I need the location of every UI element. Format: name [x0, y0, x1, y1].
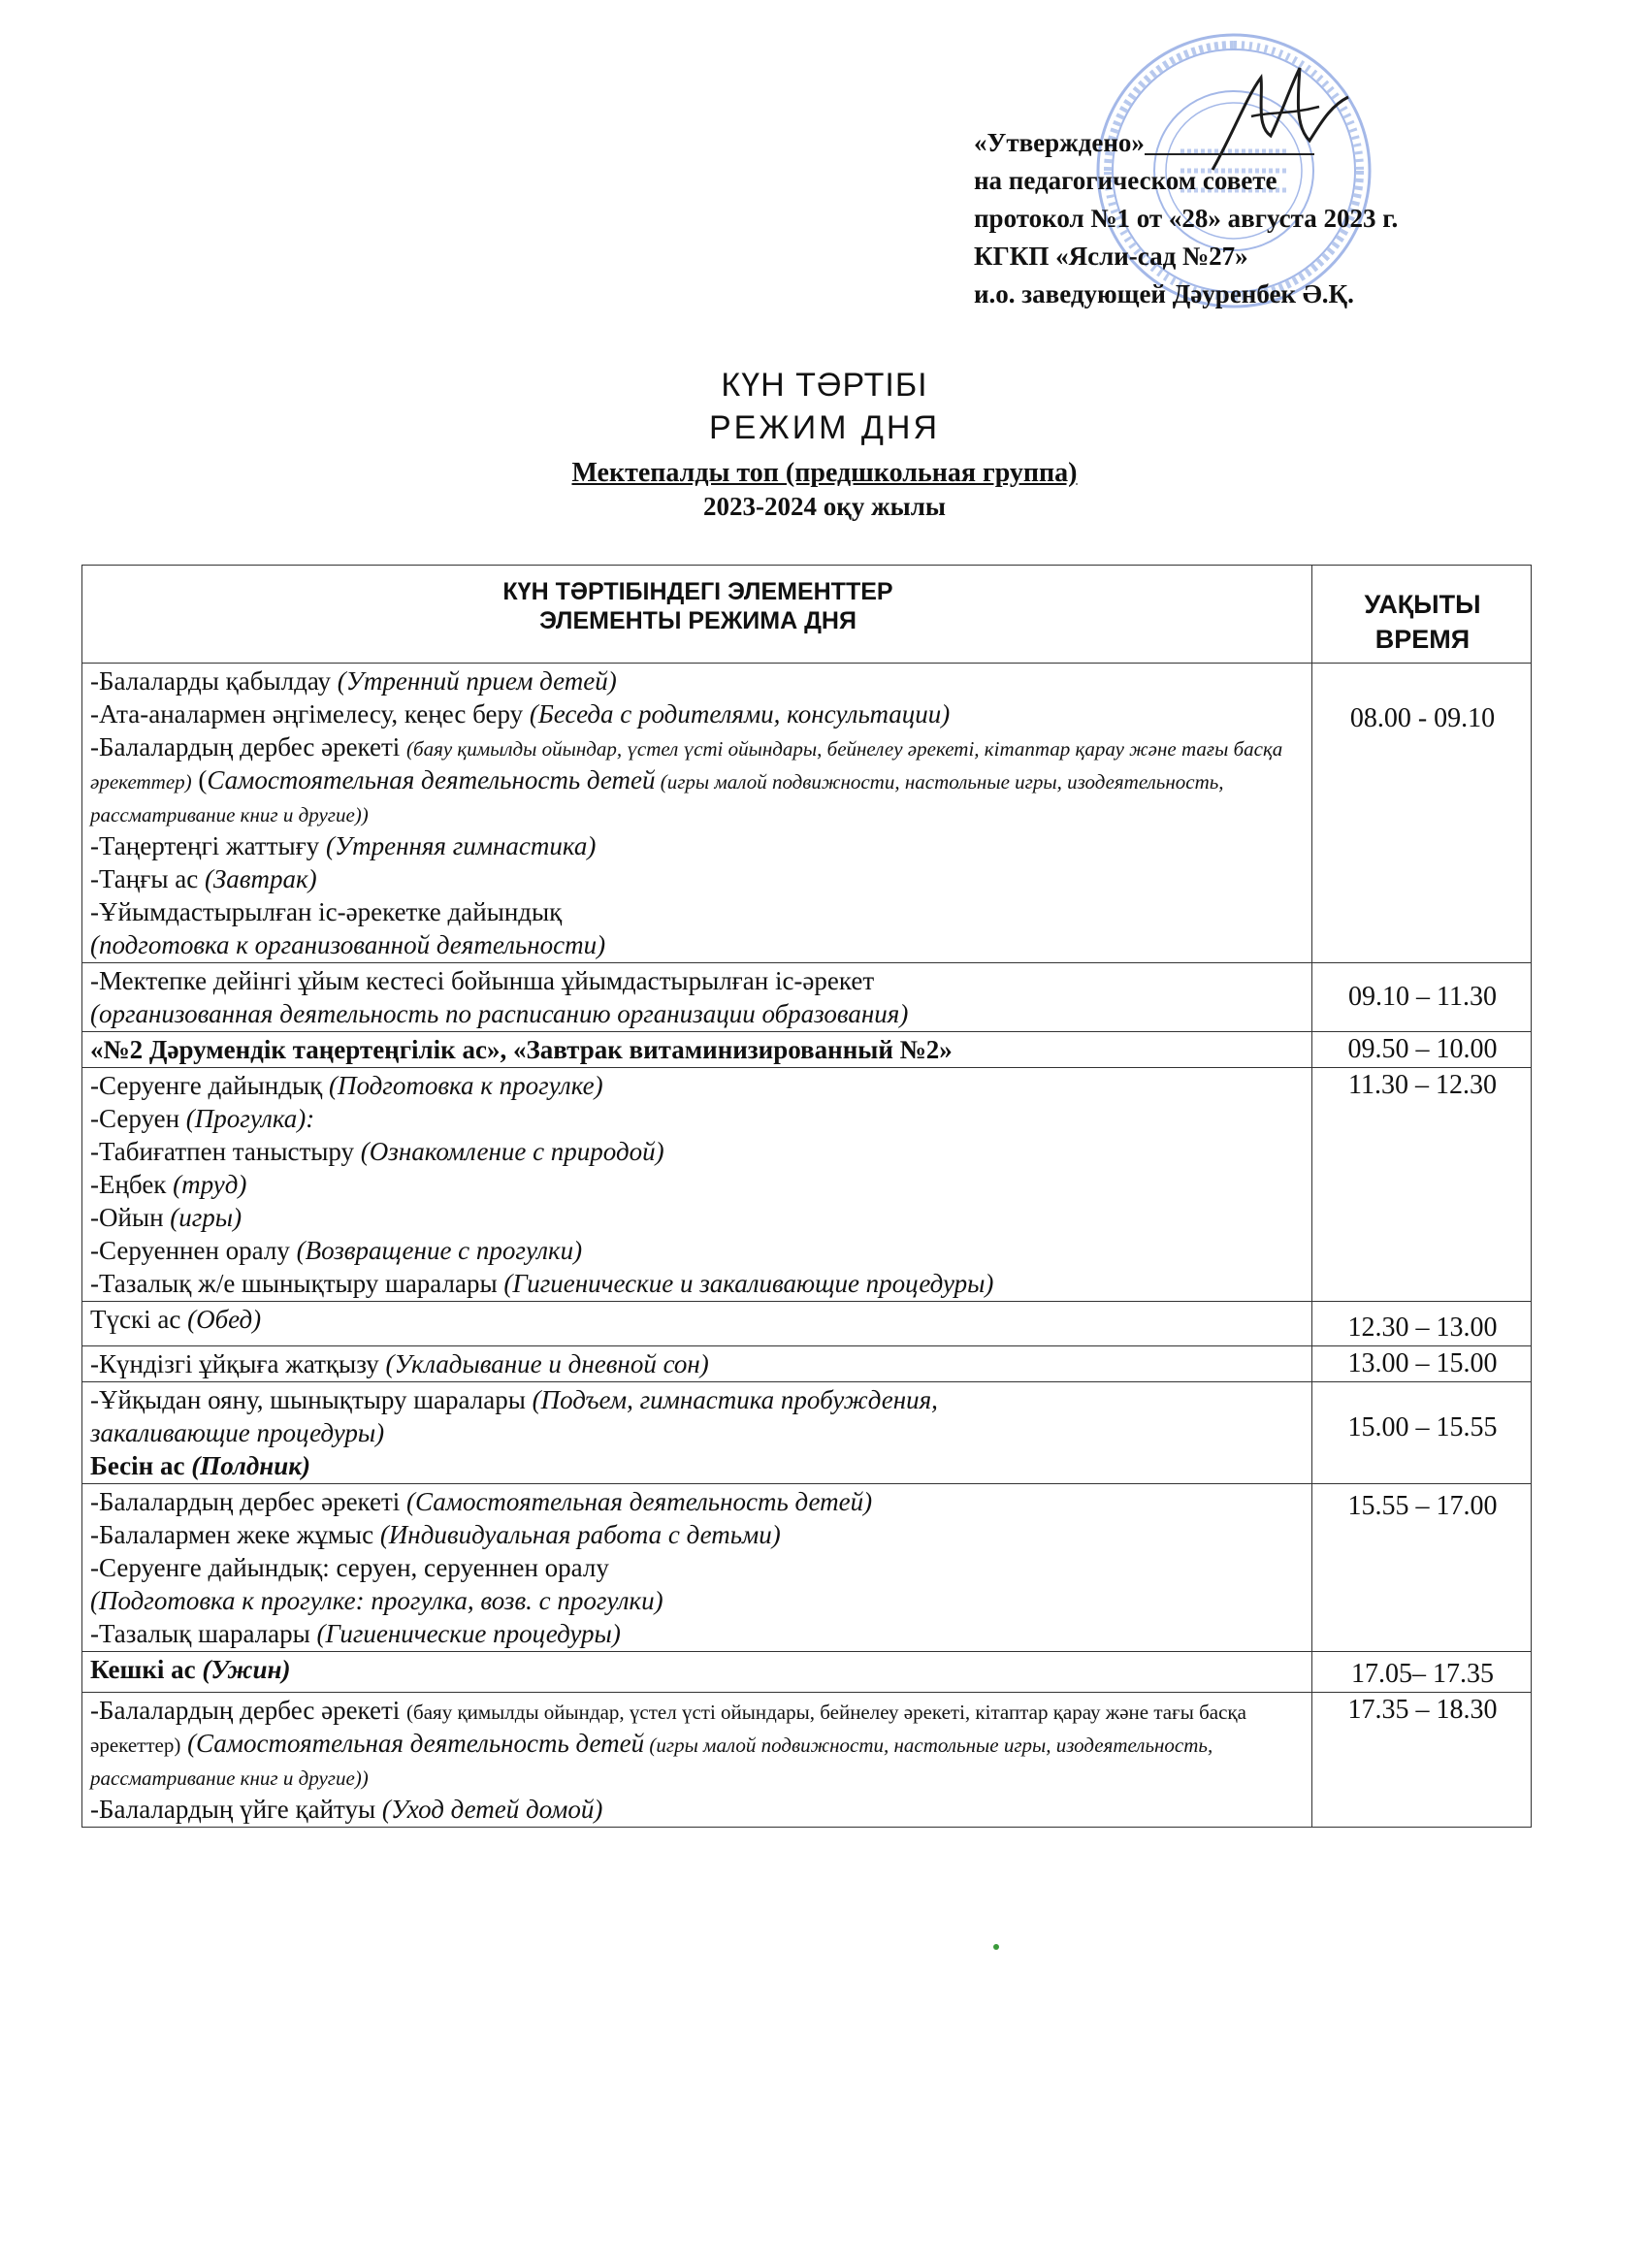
title-kz: КҮН ТӘРТІБІ — [721, 367, 928, 404]
approval-block — [974, 124, 1614, 313]
organization-line: КГКП «Ясли-сад №27» — [974, 242, 1248, 271]
group-title: Мектепалды топ (предшкольная группа) — [571, 458, 1078, 488]
day-regime-table — [81, 565, 1532, 1828]
signature-line — [1145, 128, 1314, 155]
time-cell: 15.55 – 17.00 — [1312, 1484, 1532, 1652]
table-row — [82, 1346, 1532, 1382]
table-row — [82, 1382, 1532, 1484]
elements-cell: Кешкі ас (Ужин) — [82, 1652, 1312, 1693]
table-row — [82, 1484, 1532, 1652]
time-cell: 17.05– 17.35 — [1312, 1652, 1532, 1693]
table-row — [82, 1652, 1532, 1693]
protocol-line: протокол №1 от «28» августа 2023 г. — [974, 204, 1399, 233]
academic-year: 2023-2024 оқу жылы — [703, 492, 946, 521]
table-row — [82, 1693, 1532, 1828]
council-line: на педагогическом совете — [974, 166, 1277, 195]
elements-cell: «№2 Дәрумендік таңертеңгілік ас», «Завтрак витаминизированный №2» — [82, 1032, 1312, 1068]
time-cell: 17.35 – 18.30 — [1312, 1693, 1532, 1828]
elements-cell: Түскі ас (Обед) — [82, 1302, 1312, 1346]
time-cell: 15.00 – 15.55 — [1312, 1382, 1532, 1484]
time-cell: 13.00 – 15.00 — [1312, 1346, 1532, 1382]
time-cell: 08.00 - 09.10 — [1312, 664, 1532, 963]
elements-cell: -Балалардың дербес әрекеті (Самостоятельная деятельность детей) -Балалармен жеке жұмыс (Индивидуальная работа с детьми) -Серуенге дайындық: серуен, серуеннен оралу (Подготовка к прогулке: прогулка, возв. с прогулки) -Тазалық шаралары (Гигиенические процедуры) — [82, 1484, 1312, 1652]
green-speck — [993, 1944, 999, 1950]
time-cell: 11.30 – 12.30 — [1312, 1068, 1532, 1302]
elements-header: КҮН ТӘРТІБІНДЕГІ ЭЛЕМЕНТТЕР ЭЛЕМЕНТЫ РЕЖИМА ДНЯ — [82, 566, 1312, 664]
table-row — [82, 1032, 1532, 1068]
elements-cell: -Мектепке дейінгі ұйым кестесі бойынша ұйымдастырылған іс-әрекет (организованная деятельность по расписанию организации образования) — [82, 963, 1312, 1032]
elements-cell: -Балаларды қабылдау (Утренний прием детей) -Ата-аналармен әңгімелесу, кеңес беру (Беседа с родителями, консультации) -Балалардың дербес әрекеті (баяу қимылды ойындар, үстел үсті ойындары, бейнелеу әрекеті, кітаптар қарау және тағы басқа әрекеттер) (Самостоятельная деятельность детей (игры малой подвижности, настольные игры, изодеятельность, рассматривание книг и другие)) -Таңертеңгі жаттығу (Утренняя гимнастика) -Таңғы ас (Завтрак) -Ұйымдастырылған іс-әрекетке дайындық (подготовка к организованной деятельности) — [82, 664, 1312, 963]
elements-cell: -Балалардың дербес әрекеті (баяу қимылды ойындар, үстел үсті ойындары, бейнелеу әрекеті, кітаптар қарау және тағы басқа әрекеттер) (Самостоятельная деятельность детей (игры малой подвижности, настольные игры, изодеятельность, рассматривание книг и другие)) -Балалардың үйге қайтуы (Уход детей домой) — [82, 1693, 1312, 1828]
table-row — [82, 1302, 1532, 1346]
title-ru: РЕЖИМ ДНЯ — [708, 409, 941, 446]
elements-cell: -Күндізгі ұйқыға жатқызу (Укладывание и дневной сон) — [82, 1346, 1312, 1382]
approval-line: «Утверждено» — [974, 124, 1614, 162]
head-line: и.о. заведующей Дәуренбек Ә.Қ. — [974, 279, 1354, 308]
time-cell: 12.30 – 13.00 — [1312, 1302, 1532, 1346]
time-cell: 09.10 – 11.30 — [1312, 963, 1532, 1032]
elements-cell: -Ұйқыдан ояну, шынықтыру шаралары (Подъем, гимнастика пробуждения, закаливающие процедуры) Бесін ас (Полдник) — [82, 1382, 1312, 1484]
table-header-row — [82, 566, 1532, 664]
elements-cell: -Серуенге дайындық (Подготовка к прогулке) -Серуен (Прогулка): -Табиғатпен таныстыру (Ознакомление с природой) -Еңбек (труд) -Ойын (игры) -Серуеннен оралу (Возвращение с прогулки) -Тазалық ж/е шынықтыру шаралары (Гигиенические и закаливающие процедуры) — [82, 1068, 1312, 1302]
table-row — [82, 963, 1532, 1032]
table-row — [82, 1068, 1532, 1302]
time-header: УАҚЫТЫ ВРЕМЯ — [1312, 566, 1532, 664]
title-block — [0, 364, 1649, 523]
time-cell: 09.50 – 10.00 — [1312, 1032, 1532, 1068]
table-row — [82, 664, 1532, 963]
